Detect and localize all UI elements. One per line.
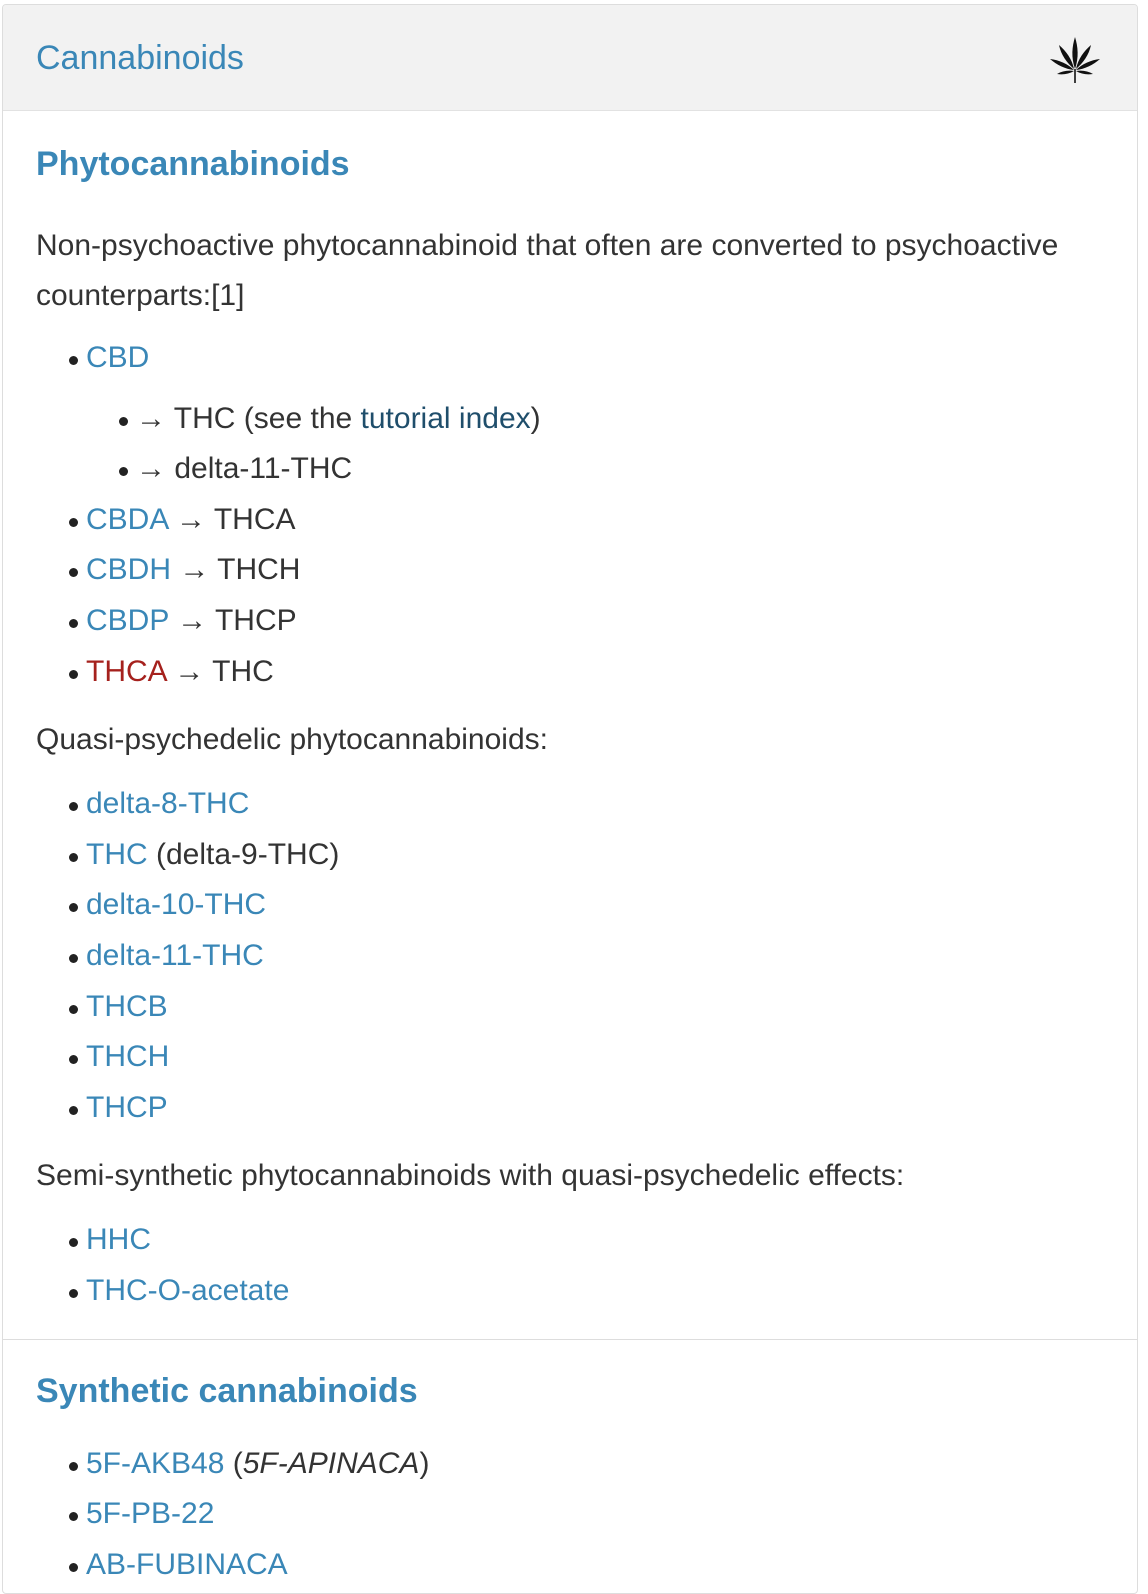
list-item bbox=[36, 1439, 1137, 1490]
cbd-sublist bbox=[86, 394, 1137, 495]
list-item bbox=[36, 931, 1137, 982]
5f-akb48-link[interactable]: 5F-AKB48 bbox=[86, 1446, 225, 1480]
list-item-text: ) bbox=[530, 401, 541, 435]
delta-10-thc-link[interactable]: delta-10-THC bbox=[86, 888, 267, 922]
list-item bbox=[36, 1266, 1137, 1317]
synthetic-section bbox=[3, 1339, 1137, 1591]
delta-8-thc-link[interactable]: delta-8-THC bbox=[86, 787, 250, 821]
arrow-icon: → bbox=[136, 401, 166, 435]
arrow-icon: → bbox=[136, 452, 166, 486]
list-item bbox=[36, 880, 1137, 931]
phytocannabinoids-section bbox=[3, 144, 1137, 1317]
quasi-heading-text: Quasi-psychedelic phytocannabinoids: bbox=[36, 723, 548, 757]
list-item bbox=[36, 1032, 1137, 1083]
list-item bbox=[86, 394, 1137, 445]
list-item-text: delta-11-THC bbox=[166, 452, 353, 486]
list-item-text: THCP bbox=[214, 603, 297, 637]
list-item bbox=[36, 596, 1137, 647]
cannabis-leaf-icon bbox=[1047, 33, 1103, 85]
hhc-link[interactable]: HHC bbox=[86, 1223, 151, 1257]
list-item-text: THC (see the bbox=[166, 401, 361, 435]
list-item-text: THCH bbox=[217, 553, 301, 587]
ab-fubinaca-link[interactable]: AB-FUBINACA bbox=[86, 1547, 288, 1581]
list-item-text: (delta-9-THC) bbox=[147, 837, 340, 871]
arrow-icon: → bbox=[167, 502, 214, 536]
list-item bbox=[36, 495, 1137, 546]
list-item-text: ) bbox=[419, 1446, 430, 1480]
thc-link[interactable]: THC bbox=[86, 837, 148, 871]
cbda-link[interactable]: CBDA bbox=[86, 502, 168, 536]
phyto-intro-text: Non-psychoactive phytocannabinoid that often are converted to psychoactive counterparts:[1] bbox=[36, 229, 1059, 312]
thcb-link[interactable]: THCB bbox=[86, 989, 168, 1023]
semi-heading-text: Semi-synthetic phytocannabinoids with quasi-psychedelic effects: bbox=[36, 1159, 905, 1193]
thcp-link[interactable]: THCP bbox=[86, 1090, 168, 1124]
list-item bbox=[36, 1489, 1137, 1540]
quasi-list bbox=[36, 779, 1137, 1133]
list-item-text: THCA bbox=[213, 502, 296, 536]
semi-list bbox=[36, 1215, 1137, 1316]
cbd-link[interactable]: CBD bbox=[86, 341, 150, 374]
synthetic-heading: Synthetic cannabinoids bbox=[36, 1371, 418, 1410]
tutorial-index-link[interactable]: tutorial index bbox=[360, 401, 531, 435]
thc-o-acetate-link[interactable]: THC-O-acetate bbox=[86, 1273, 290, 1307]
cannabinoids-panel bbox=[2, 4, 1138, 1594]
thch-link[interactable]: THCH bbox=[86, 1040, 170, 1074]
delta-11-thc-link[interactable]: delta-11-THC bbox=[86, 938, 264, 972]
panel-title-link[interactable]: Cannabinoids bbox=[36, 39, 244, 77]
arrow-icon: → bbox=[166, 654, 213, 688]
list-item bbox=[36, 1215, 1137, 1266]
list-item-text: ( bbox=[224, 1446, 243, 1480]
arrow-icon: → bbox=[168, 603, 215, 637]
list-item bbox=[36, 647, 1137, 698]
cbdh-link[interactable]: CBDH bbox=[86, 553, 172, 587]
list-item bbox=[36, 982, 1137, 1033]
list-item bbox=[36, 830, 1137, 881]
list-item bbox=[36, 1540, 1137, 1591]
alias-text: 5F-APINACA bbox=[242, 1446, 420, 1480]
list-item bbox=[86, 444, 1137, 495]
list-item bbox=[36, 779, 1137, 830]
list-item bbox=[36, 545, 1137, 596]
list-item bbox=[36, 1083, 1137, 1134]
cbdp-link[interactable]: CBDP bbox=[86, 603, 169, 637]
panel-heading bbox=[3, 5, 1137, 111]
synthetic-list bbox=[36, 1439, 1137, 1591]
list-item bbox=[36, 333, 1137, 495]
arrow-icon: → bbox=[171, 553, 218, 587]
conversion-list bbox=[36, 333, 1137, 697]
phytocannabinoids-heading: Phytocannabinoids bbox=[36, 145, 350, 183]
list-item-text: THC bbox=[212, 654, 274, 688]
5f-pb-22-link[interactable]: 5F-PB-22 bbox=[86, 1497, 215, 1531]
thca-link[interactable]: THCA bbox=[86, 654, 167, 688]
